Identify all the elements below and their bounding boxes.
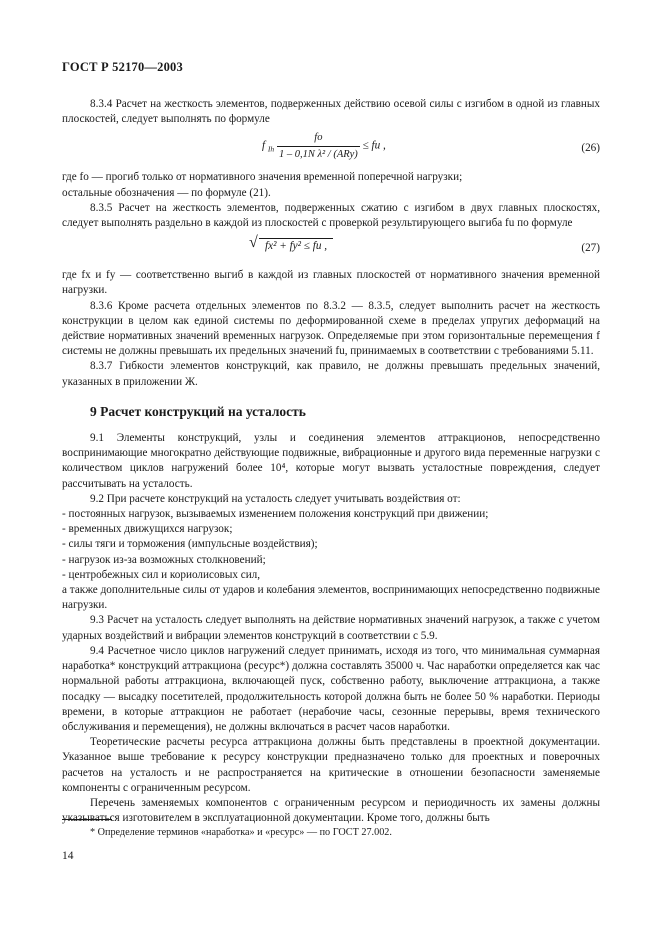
- paragraph-theory: Теоретические расчеты ресурса аттракциона должны быть представлены в проектной документации. Указанное выше требование к ресурсу конструкции предназначено только для проектных и поверочных расчетов на усталость и не распространяется на критические в отношении безопасности заменяемые компоненты с ограниченным ресурсом.: [62, 736, 600, 794]
- paragraph-8-3-4: 8.3.4 Расчет на жесткость элементов, подверженных действию осевой силы с изгибом в одной из главных плоскостей, следует выполнять по формуле: [62, 98, 600, 126]
- formula-26-number: (26): [581, 142, 600, 155]
- paragraph-8-3-4-where: где fо — прогиб только от нормативного значения временной поперечной нагрузки;: [62, 171, 463, 184]
- list-item: - силы тяги и торможения (импульсные воздействия);: [62, 538, 318, 551]
- list-item: - нагрузок из-за возможных столкновений;: [62, 553, 266, 566]
- paragraph-9-2: 9.2 При расчете конструкций на усталость следует учитывать воздействия от:: [90, 492, 461, 505]
- paragraph-8-3-7: 8.3.7 Гибкости элементов конструкций, как правило, не должны превышать предельных значений, указанных в приложении Ж.: [62, 360, 600, 388]
- formula-26-rhs: ≤ fu ,: [362, 139, 386, 152]
- list-item: - постоянных нагрузок, вызываемых изменением положения конструкций при движении;: [62, 508, 489, 521]
- formula-26-expression: f $_{Ih}$ $\frac{fо}{\text{1 – 0,1N λ² / (ARу)}}$ ≤ fu ,: [262, 130, 386, 161]
- list-item: - центробежных сил и кориолисовых сил,: [62, 568, 261, 581]
- formula-27-expression: √ fx² + fy² ≤ fu ,: [257, 238, 333, 254]
- paragraph-8-3-5: 8.3.5 Расчет на жесткость элементов, подверженных сжатию с изгибом в двух главных плоскостях, следует выполнять раздельно в каждой из плоскостей с проверкой результирующего выгиба fu по формуле: [62, 201, 600, 230]
- formula-27-number: (27): [581, 242, 600, 255]
- paragraph-9-4: 9.4 Расчетное число циклов нагружений следует принимать, исходя из того, что минимальная суммарная наработка* конструкций аттракциона (ресурс*) должна составлять 35000 ч. Час наработки определяется как час нормальной работы аттракциона, включающей пуск, собственно работу, выключение аттракциона, а также посадку — высадку посетителей, продолжительность которой должна быть не более 50 % наработки. Периоды времени, в которые аттракцион не работает (нерабочие часы, сезонные перерывы, время технического обслуживания и перемещения), не должны включаться в расчет часов наработки.: [62, 644, 600, 733]
- formula-27: [62, 234, 600, 264]
- footnote-divider: [62, 819, 112, 820]
- footnote: * Определение терминов «наработка» и «ресурс» — по ГОСТ 27.002.: [90, 827, 392, 838]
- paragraph-8-3-6: 8.3.6 Кроме расчета отдельных элементов по 8.3.2 — 8.3.5, следует выполнить расчет на жесткость конструкции в целом как единой системы по деформированной схеме в пределах упругих деформаций на действие нормативных значений временных нагрузок. Определяемые при этом горизонтальные перемещения f системы не должны превышать их предельных значений fu, принимаемых в соответствии с требованиями 5.11.: [62, 299, 600, 358]
- section-9-heading: 9 Расчет конструкций на усталость: [90, 403, 306, 419]
- page-number: 14: [62, 850, 74, 862]
- formula-26-denominator: 1 – 0,1N λ² / (ARу): [278, 148, 358, 160]
- formula-26-fraction: [277, 130, 360, 161]
- list-item: - временных движущихся нагрузок;: [62, 523, 233, 536]
- paragraph-components-list: Перечень заменяемых компонентов с ограниченным ресурсом и периодичность их замены должны указываться изготовителем в эксплуатационной документации. Кроме того, должны быть: [62, 796, 600, 825]
- formula-26-numerator: fо: [277, 130, 360, 146]
- paragraph-8-3-4-other: остальные обозначения — по формуле (21).: [62, 186, 271, 199]
- page-content: [62, 97, 600, 826]
- page-header: ГОСТ Р 52170—2003: [62, 60, 183, 74]
- paragraph-9-2-tail: а также дополнительные силы от ударов и колебания элементов, воспринимающих непосредственно подвижные нагрузки.: [62, 584, 600, 612]
- formula-26: [62, 130, 600, 166]
- paragraph-9-3: 9.3 Расчет на усталость следует выполнять на действие нормативных значений нагрузок, а также с учетом ударных воздействий и вибрации элементов конструкций в соответствии с 5.9.: [62, 614, 600, 642]
- paragraph-9-1: 9.1 Элементы конструкций, узлы и соединения элементов аттракционов, непосредственно воспринимающие многократно действующие подвижные, вибрационные и другого вида переменные нагрузки с количеством циклов нагружений более 10⁴, которые могут вызвать усталостные повреждения, следует рассчитывать на усталость.: [62, 432, 600, 490]
- paragraph-8-3-5-where: где fx и fy — соответственно выгиб в каждой из главных плоскостей от нормативного значения временной нагрузки.: [62, 269, 600, 297]
